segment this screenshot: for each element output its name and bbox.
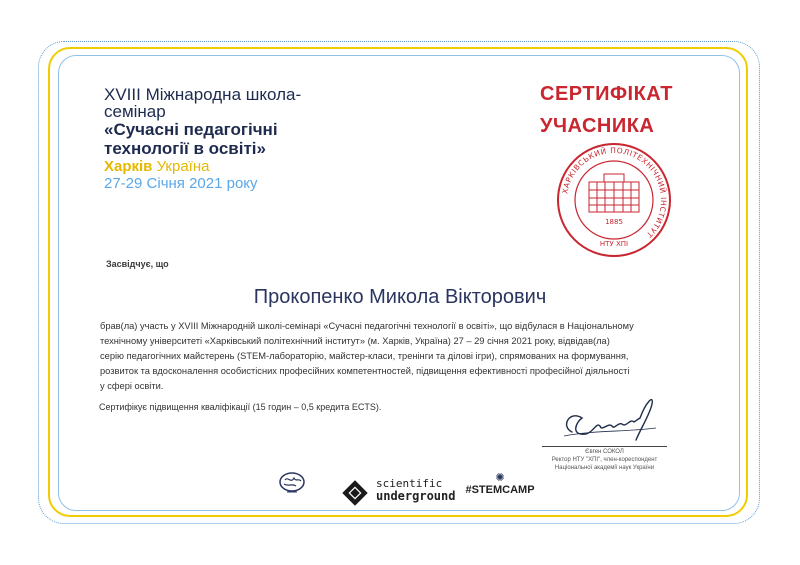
brain-logo-icon	[277, 470, 307, 496]
event-country: Україна	[156, 158, 210, 175]
body-line: брав(ла) участь у XVIII Міжнародній школі-семінарі «Сучасні педагогічні технології в освіті», що відбулася в Національному	[100, 321, 634, 331]
event-header	[104, 86, 364, 192]
university-seal-icon	[556, 142, 672, 258]
event-name-line1: XVIII Міжнародна школа-	[104, 85, 302, 104]
signer-academy: Національної академії наук України	[554, 465, 655, 471]
seal-text: ХАРКІВСЬКИЙ ПОЛІТЕХНІЧНИЙ ІНСТИТУТ	[560, 145, 669, 240]
certificate-title-line2: УЧАСНИКА	[540, 115, 655, 137]
logo-underground: underground	[376, 489, 456, 503]
stemcamp-star-icon: ✺	[495, 472, 505, 484]
event-name-line2: семінар	[104, 102, 166, 121]
signature-icon	[556, 392, 666, 448]
stemcamp-label: #STEMCAMP	[465, 484, 535, 496]
qualification-text: Сертифікує підвищення кваліфікації (15 годин – 0,5 кредита ECTS).	[99, 402, 382, 412]
signer-block	[542, 446, 667, 472]
certificate-body	[100, 319, 722, 394]
event-title-line1: «Сучасні педагогічні	[104, 120, 278, 139]
recipient-name: Прокопенко Микола Вікторович	[253, 286, 547, 308]
seal-abbr: НТУ ХПІ	[599, 240, 629, 248]
body-line: у сфері освіти.	[100, 381, 164, 391]
event-city: Харків	[104, 158, 153, 175]
seal-year: 1885	[605, 218, 623, 226]
scientific-underground-logo-icon	[340, 478, 370, 508]
signer-position: Ректор НТУ "ХПІ", член-кореспондент	[551, 457, 658, 463]
event-dates: 27-29 Січня 2021 року	[104, 175, 258, 192]
signature-line	[542, 446, 667, 447]
body-line: технічному університеті «Харківський політехнічний інститут» (м. Харків, Україна) 27 – 29 січня 2021 року, відвідав(ла)	[100, 336, 610, 346]
testify-label: Засвідчує, що	[106, 259, 169, 269]
stemcamp-logo	[465, 472, 535, 497]
scientific-underground-text	[376, 477, 455, 503]
event-title-line2: технології в освіті»	[104, 139, 266, 158]
body-line: серію педагогічних майстерень (STEM-лабораторію, майстер-класи, тренінги та ділові ігри), спрямованих на формування,	[100, 351, 629, 361]
certificate-title	[540, 78, 673, 142]
event-location	[104, 158, 364, 175]
certificate-title-line1: СЕРТИФІКАТ	[540, 83, 673, 105]
body-line: розвиток та вдосконалення особистісних професійних компетентностей, підвищення ефективності професійної діяльності	[100, 366, 630, 376]
logo-scientific: scientific	[376, 477, 443, 490]
signer-name: Євген СОКОЛ	[585, 449, 624, 455]
